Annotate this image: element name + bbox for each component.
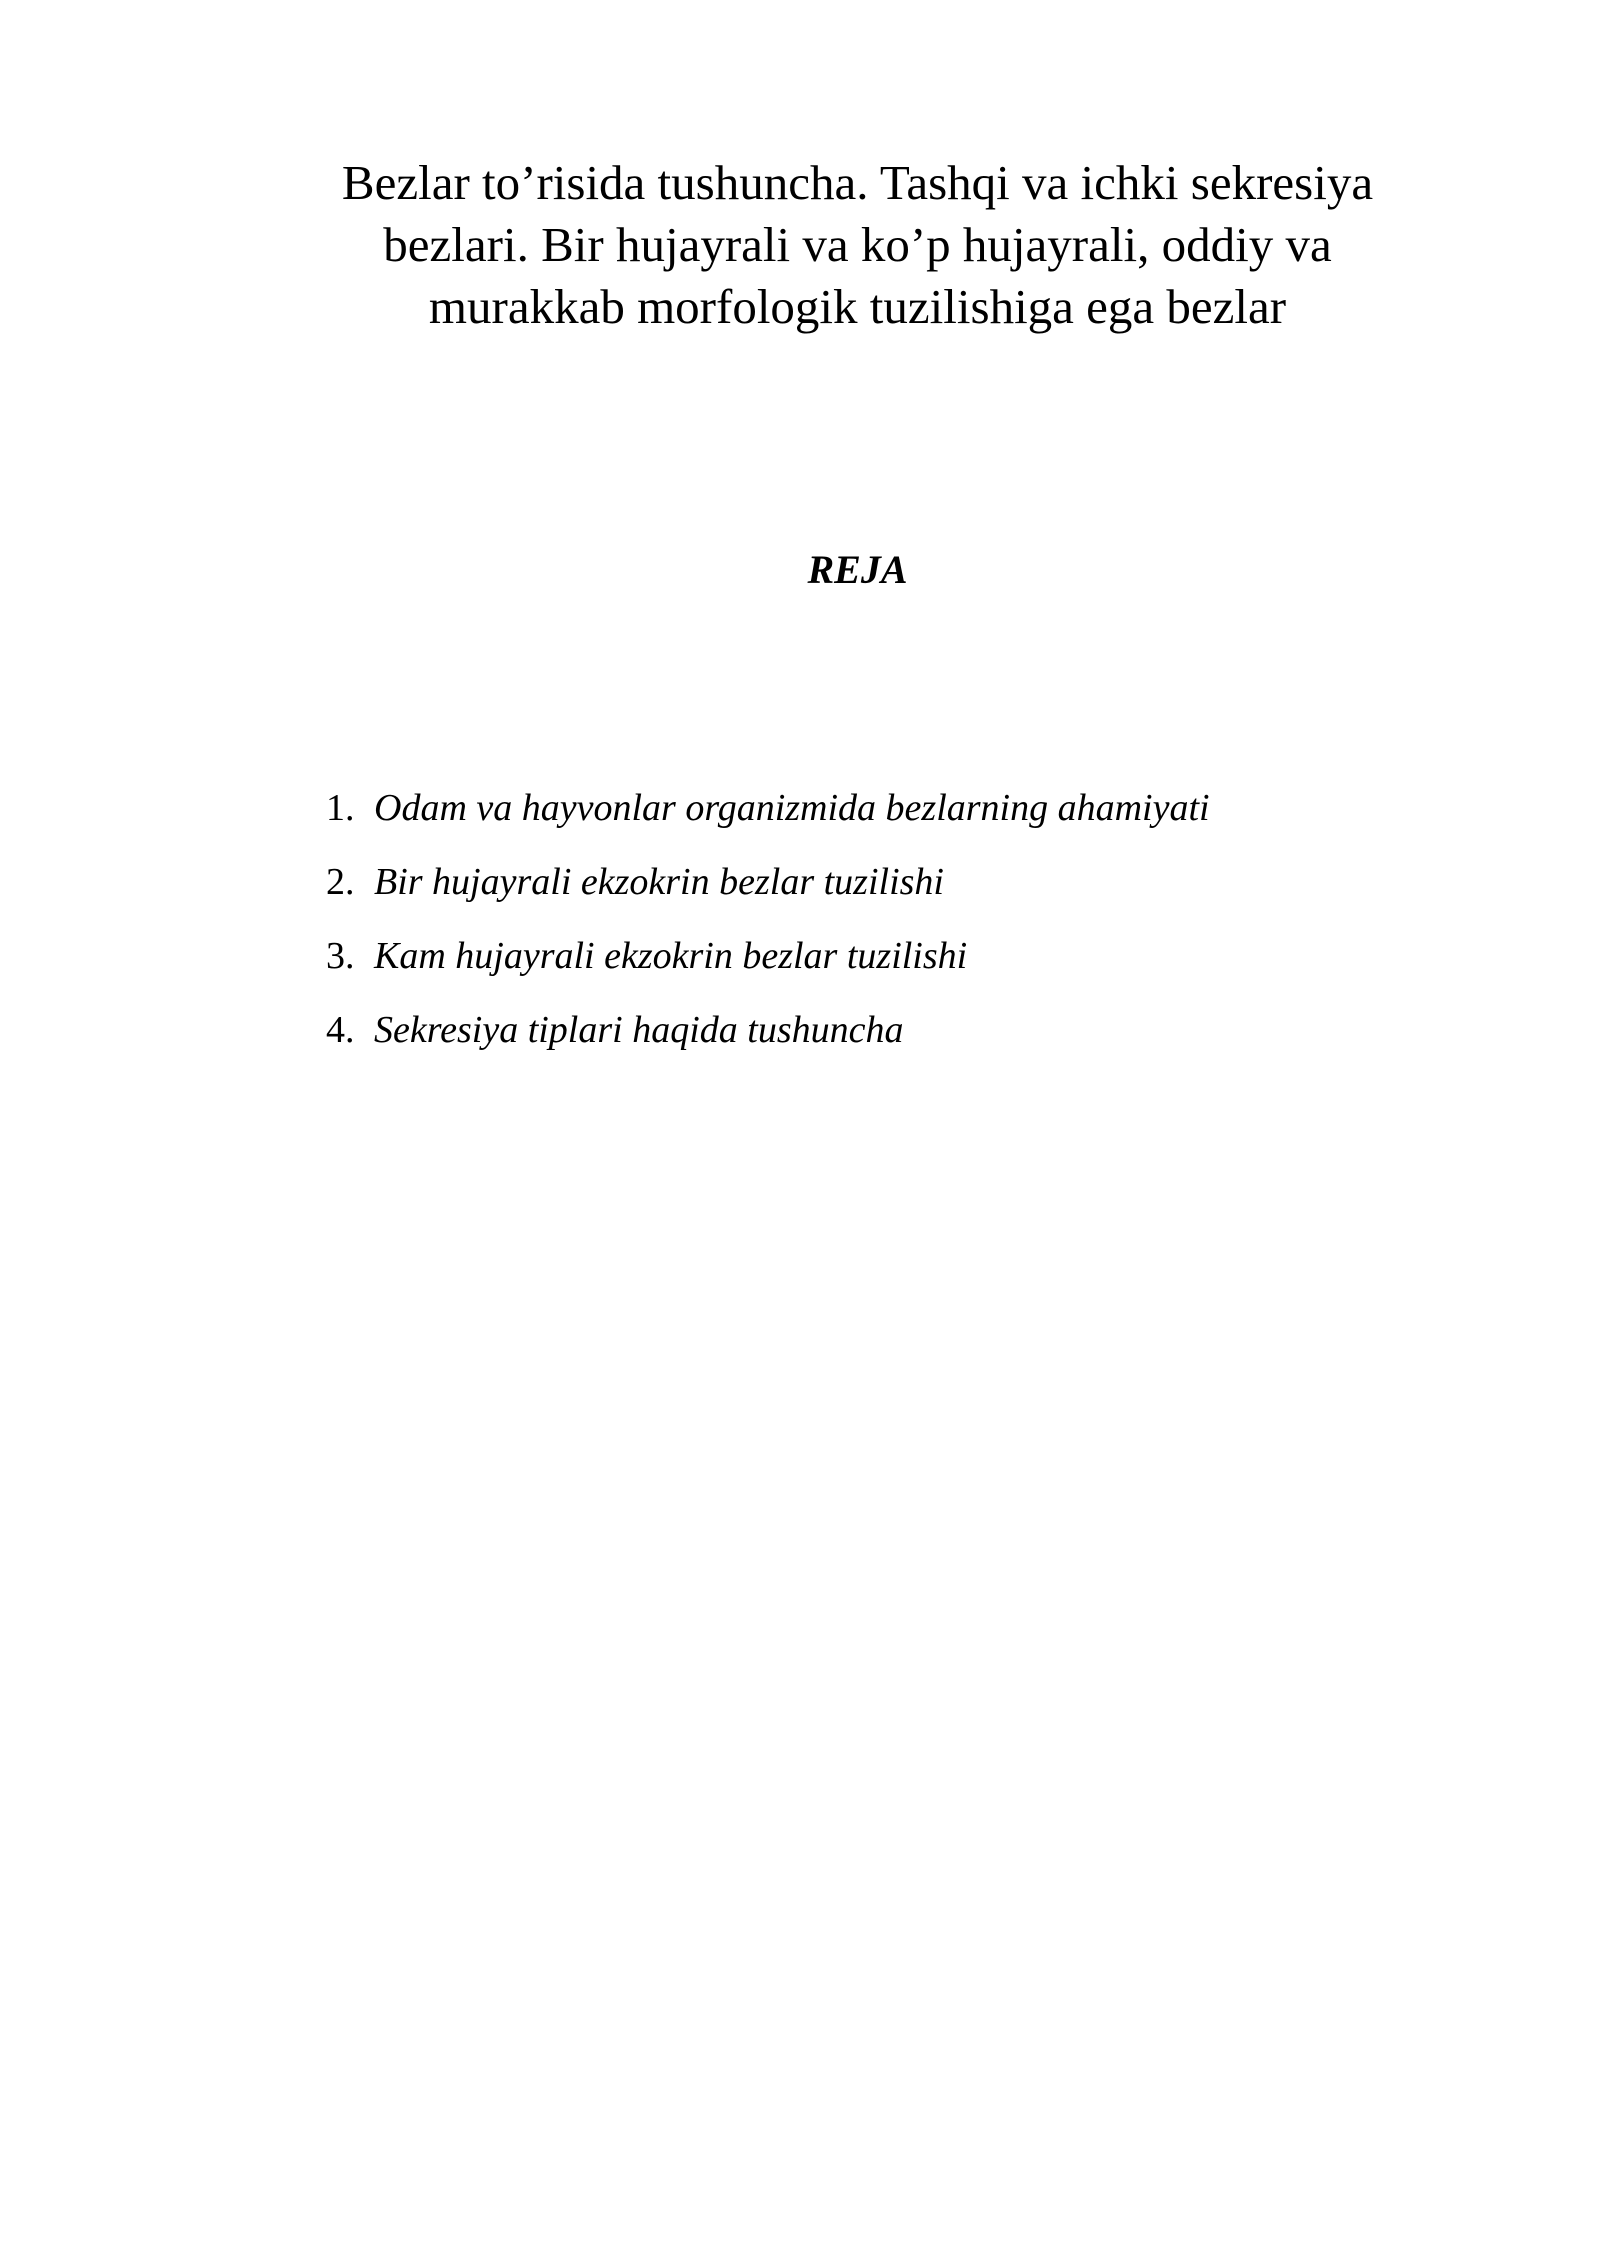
plan-item-number: 1. — [326, 787, 355, 829]
plan-item-text: Kam hujayrali ekzokrin bezlar tuzilishi — [374, 935, 968, 977]
plan-item — [326, 928, 1210, 1002]
plan-item — [326, 780, 1210, 854]
document-title — [210, 152, 1505, 338]
plan-item-number: 4. — [326, 1009, 355, 1051]
plan-heading: REJA — [807, 547, 908, 592]
plan-item-number: 2. — [326, 861, 355, 903]
plan-item-text: Sekresiya tiplari haqida tushuncha — [374, 1009, 904, 1051]
plan-list — [326, 780, 1210, 1076]
plan-item — [326, 1002, 1210, 1076]
plan-item — [326, 854, 1210, 928]
plan-item-number: 3. — [326, 935, 355, 977]
plan-item-text: Bir hujayrali ekzokrin bezlar tuzilishi — [374, 861, 944, 903]
title-line: murakkab morfologik tuzilishiga ega bezlar — [428, 279, 1287, 334]
plan-item-text: Odam va hayvonlar organizmida bezlarning ahamiyati — [374, 787, 1210, 829]
title-line: Bezlar to’risida tushuncha. Tashqi va ichki sekresiya — [341, 155, 1374, 210]
title-line: bezlari. Bir hujayrali va ko’p hujayrali, oddiy va — [383, 217, 1332, 272]
